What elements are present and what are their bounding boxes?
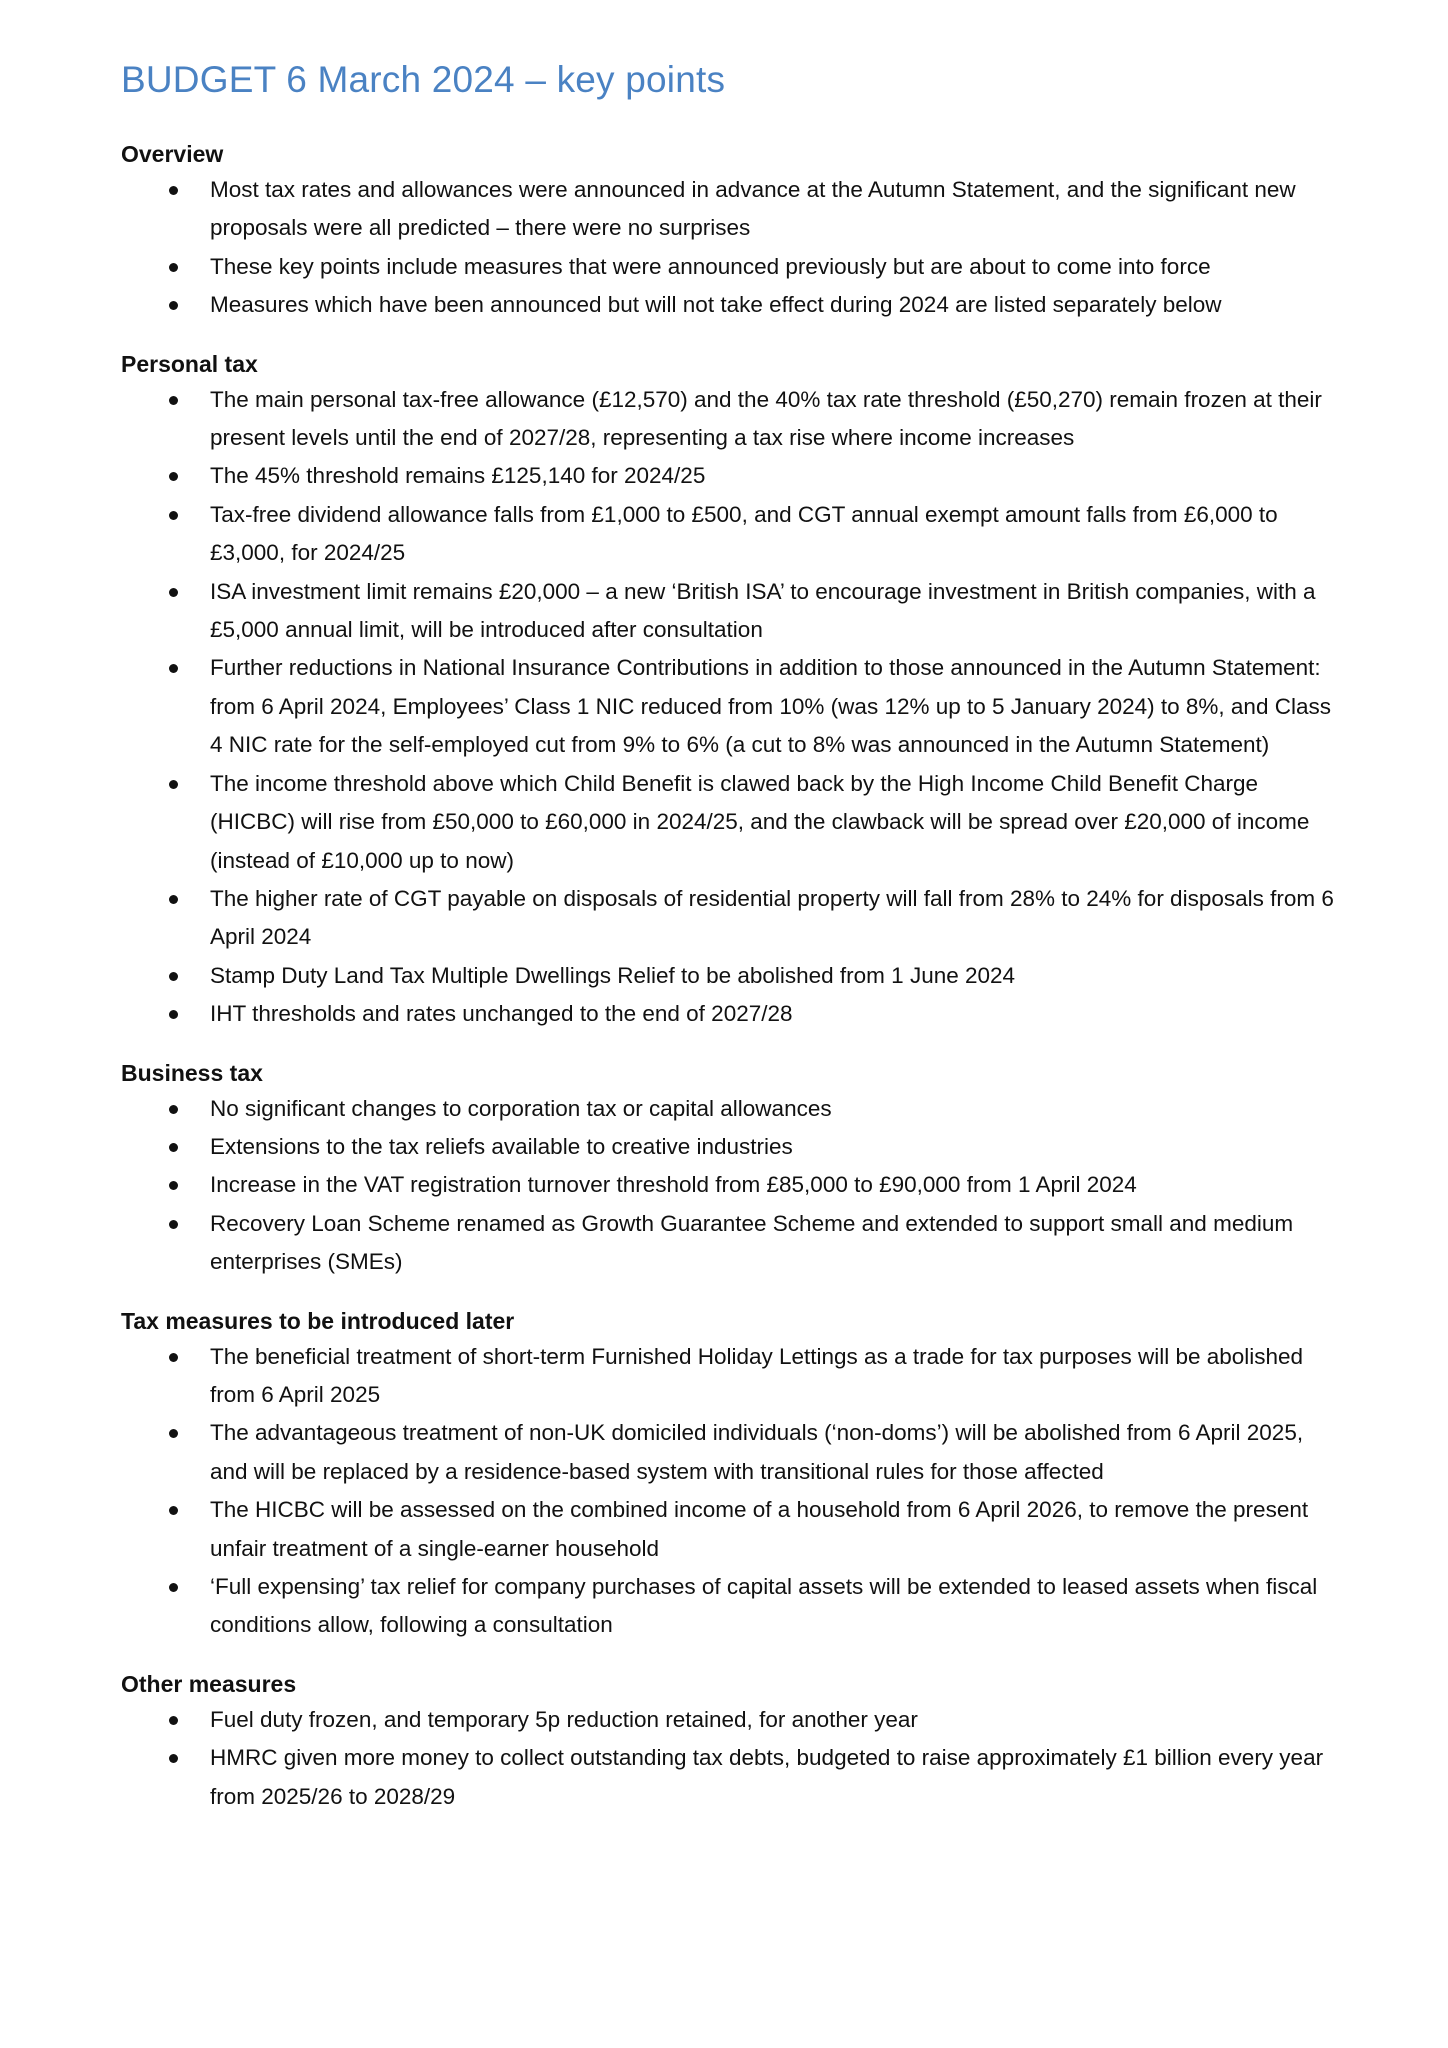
bullet-item: The beneficial treatment of short-term Furnished Holiday Lettings as a trade for tax purposes will be abolished from 6 April 2025	[121, 1338, 1341, 1415]
bullet-item: Increase in the VAT registration turnover threshold from £85,000 to £90,000 from 1 April 2024	[121, 1166, 1341, 1204]
bullet-item: Recovery Loan Scheme renamed as Growth Guarantee Scheme and extended to support small and medium enterprises (SMEs)	[121, 1205, 1341, 1282]
bullet-list	[121, 381, 1341, 1034]
section-heading: Personal tax	[121, 350, 258, 377]
bullet-item: ‘Full expensing’ tax relief for company purchases of capital assets will be extended to leased assets when fiscal conditions allow, following a consultation	[121, 1568, 1341, 1645]
bullet-item: Stamp Duty Land Tax Multiple Dwellings Relief to be abolished from 1 June 2024	[121, 957, 1341, 995]
section-other-measures	[121, 1668, 1341, 1816]
section-overview	[121, 138, 1341, 325]
bullet-item: Fuel duty frozen, and temporary 5p reduction retained, for another year	[121, 1701, 1341, 1739]
section-heading: Business tax	[121, 1059, 263, 1086]
bullet-item: The HICBC will be assessed on the combined income of a household from 6 April 2026, to remove the present unfair treatment of a single-earner household	[121, 1491, 1341, 1568]
bullet-item: The main personal tax-free allowance (£12,570) and the 40% tax rate threshold (£50,270) remain frozen at their present levels until the end of 2027/28, representing a tax rise where income increases	[121, 381, 1341, 458]
bullet-list	[121, 1090, 1341, 1282]
section-heading: Tax measures to be introduced later	[121, 1307, 515, 1334]
bullet-item: Tax-free dividend allowance falls from £1,000 to £500, and CGT annual exempt amount falls from £6,000 to £3,000, for 2024/25	[121, 496, 1341, 573]
bullet-item: HMRC given more money to collect outstanding tax debts, budgeted to raise approximately £1 billion every year from 2025/26 to 2028/29	[121, 1739, 1341, 1816]
bullet-item: Extensions to the tax reliefs available to creative industries	[121, 1128, 1341, 1166]
section-later-measures	[121, 1305, 1341, 1645]
document-title: BUDGET 6 March 2024 – key points	[121, 59, 726, 100]
bullet-item: Measures which have been announced but will not take effect during 2024 are listed separately below	[121, 286, 1341, 324]
bullet-item: The higher rate of CGT payable on disposals of residential property will fall from 28% to 24% for disposals from 6 April 2024	[121, 880, 1341, 957]
section-heading: Other measures	[121, 1670, 297, 1697]
bullet-item: The 45% threshold remains £125,140 for 2024/25	[121, 457, 1341, 495]
section-personal-tax	[121, 348, 1341, 1034]
bullet-list	[121, 1701, 1341, 1816]
bullet-item: Most tax rates and allowances were announced in advance at the Autumn Statement, and the significant new proposals were all predicted – there were no surprises	[121, 171, 1341, 248]
section-heading: Overview	[121, 141, 224, 167]
bullet-item: The income threshold above which Child Benefit is clawed back by the High Income Child Benefit Charge (HICBC) will rise from £50,000 to £60,000 in 2024/25, and the clawback will be spread over £20,000 of income (instead of £10,000 up to now)	[121, 765, 1341, 880]
bullet-list	[121, 171, 1341, 325]
document-page	[121, 52, 1341, 1839]
bullet-item: These key points include measures that were announced previously but are about to come into force	[121, 248, 1341, 286]
bullet-list	[121, 1338, 1341, 1645]
bullet-item: IHT thresholds and rates unchanged to the end of 2027/28	[121, 995, 1341, 1033]
bullet-item: No significant changes to corporation tax or capital allowances	[121, 1090, 1341, 1128]
section-business-tax	[121, 1057, 1341, 1282]
bullet-item: Further reductions in National Insurance Contributions in addition to those announced in the Autumn Statement: from 6 April 2024, Employees’ Class 1 NIC reduced from 10% (was 12% up to 5 January 2024) to 8%, and Class 4 NIC rate for the self-employed cut from 9% to 6% (a cut to 8% was announced in the Autumn Statement)	[121, 649, 1341, 764]
bullet-item: The advantageous treatment of non-UK domiciled individuals (‘non-doms’) will be abolished from 6 April 2025, and will be replaced by a residence-based system with transitional rules for those affected	[121, 1414, 1341, 1491]
bullet-item: ISA investment limit remains £20,000 – a new ‘British ISA’ to encourage investment in British companies, with a £5,000 annual limit, will be introduced after consultation	[121, 573, 1341, 650]
